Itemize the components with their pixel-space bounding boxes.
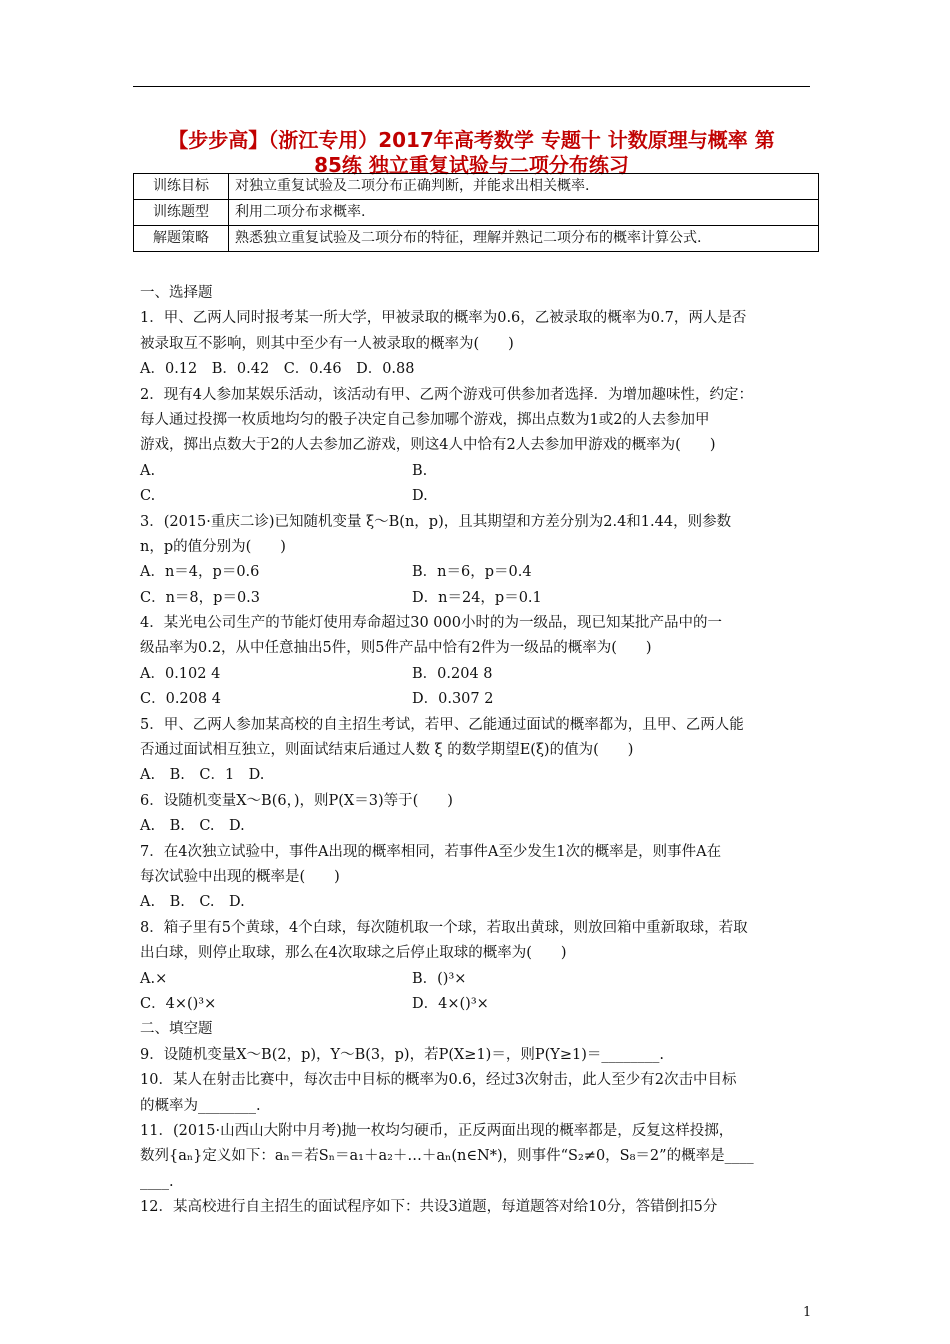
line-text: n，p的值分别为( ) <box>140 538 286 555</box>
page-number: 1 <box>803 1305 812 1320</box>
text-line <box>140 713 820 738</box>
line-text: 每次试验中出现的概率是( ) <box>140 868 340 885</box>
table-row <box>134 226 819 252</box>
line-text: 被录取互不影响，则其中至少有一人被录取的概率为( ) <box>140 335 514 352</box>
text-line <box>140 586 820 611</box>
text-line <box>140 1119 820 1144</box>
line-text: 3．(2015·重庆二诊)已知随机变量 ξ～B(n，p)，且其期望和方差分别为2.4和1.44，则参数 <box>140 513 732 530</box>
text-line <box>140 1144 820 1169</box>
table-value: 熟悉独立重复试验及二项分布的特征，理解并熟记二项分布的概率计算公式. <box>229 226 819 252</box>
line-text-col2: B. <box>412 462 428 479</box>
text-line <box>140 383 820 408</box>
table-key: 训练题型 <box>134 200 229 226</box>
text-line <box>140 306 820 331</box>
line-text: 游戏，掷出点数大于2的人去参加乙游戏，则这4人中恰有2人去参加甲游戏的概率为( ) <box>140 437 716 454</box>
title-line-1: 【步步高】（浙江专用）2017年高考数学 专题十 计数原理与概率 第 <box>168 128 775 152</box>
line-text: ____. <box>140 1173 174 1190</box>
text-line <box>140 433 820 458</box>
text-line <box>140 662 820 687</box>
text-line <box>140 789 820 814</box>
text-line <box>140 738 820 763</box>
text-line <box>140 687 820 712</box>
document-title <box>133 128 810 178</box>
text-line <box>140 941 820 966</box>
text-line <box>140 916 820 941</box>
line-text: A. B. C. D. <box>140 818 245 835</box>
training-info-table <box>133 173 819 252</box>
line-text: C．4×()³× <box>140 995 217 1012</box>
text-line <box>140 1170 820 1195</box>
text-line <box>140 560 820 585</box>
question-body <box>140 281 820 1220</box>
text-line <box>140 763 820 788</box>
line-text-col2: B．()³× <box>412 970 467 987</box>
line-text: 10．某人在射击比赛中，每次击中目标的概率为0.6，经过3次射击，此人至少有2次击中目标 <box>140 1072 737 1089</box>
line-text: A．0.102 4 <box>140 665 221 682</box>
line-text: 4．某光电公司生产的节能灯使用寿命超过30 000小时的为一级品，现已知某批产品中的一 <box>140 615 722 632</box>
line-text: A. <box>140 462 156 479</box>
line-text: A．n＝4，p＝0.6 <box>140 564 260 581</box>
line-text: A. B. C. D. <box>140 894 245 911</box>
table-key: 解题策略 <box>134 226 229 252</box>
line-text-col2: D．4×()³× <box>412 995 489 1012</box>
text-line <box>140 1195 820 1220</box>
line-text: C．n＝8，p＝0.3 <box>140 589 260 606</box>
line-text: 1．甲、乙两人同时报考某一所大学，甲被录取的概率为0.6，乙被录取的概率为0.7，两人是否 <box>140 310 747 327</box>
text-line <box>140 890 820 915</box>
line-text: 8．箱子里有5个黄球，4个白球，每次随机取一个球，若取出黄球，则放回箱中重新取球，若取 <box>140 919 748 936</box>
text-line <box>140 281 820 306</box>
text-line <box>140 992 820 1017</box>
text-line <box>140 510 820 535</box>
table-value: 利用二项分布求概率. <box>229 200 819 226</box>
line-text: 11．(2015·山西山大附中月考)抛一枚均匀硬币，正反两面出现的概率都是，反复这样投掷， <box>140 1122 734 1139</box>
table-row <box>134 200 819 226</box>
text-line <box>140 357 820 382</box>
line-text-col2: B．0.204 8 <box>412 665 493 682</box>
table-value: 对独立重复试验及二项分布正确判断，并能求出相关概率. <box>229 174 819 200</box>
line-text: A．0.12 B．0.42 C．0.46 D．0.88 <box>140 361 415 378</box>
text-line <box>140 408 820 433</box>
text-line <box>140 814 820 839</box>
line-text: 级品率为0.2，从中任意抽出5件，则5件产品中恰有2件为一级品的概率为( ) <box>140 640 652 657</box>
line-text: 数列{aₙ}定义如下：aₙ＝若Sₙ＝a₁＋a₂＋…＋aₙ(n∈N*)，则事件“S₂≠0，S₈＝2”的概率是____ <box>140 1148 754 1165</box>
text-line <box>140 1043 820 1068</box>
table-key: 训练目标 <box>134 174 229 200</box>
text-line <box>140 484 820 509</box>
text-line <box>140 967 820 992</box>
text-line <box>140 1068 820 1093</box>
text-line <box>140 459 820 484</box>
title-line-2: 85练 独立重复试验与二项分布练习 <box>314 153 629 177</box>
line-text: A.× <box>140 970 168 987</box>
line-text: 每人通过投掷一枚质地均匀的骰子决定自己参加哪个游戏，掷出点数为1或2的人去参加甲 <box>140 411 710 428</box>
line-text: 6．设随机变量X～B(6，)，则P(X＝3)等于( ) <box>140 792 453 809</box>
line-text-col2: D．0.307 2 <box>412 691 494 708</box>
line-text-col2: B．n＝6，p＝0.4 <box>412 564 532 581</box>
text-line <box>140 1094 820 1119</box>
line-text: 的概率为________. <box>140 1097 261 1114</box>
text-line <box>140 611 820 636</box>
text-line <box>140 840 820 865</box>
header-rule <box>133 86 810 87</box>
line-text: 否通过面试相互独立，则面试结束后通过人数 ξ 的数学期望E(ξ)的值为( ) <box>140 742 634 759</box>
line-text: 出白球，则停止取球，那么在4次取球之后停止取球的概率为( ) <box>140 945 567 962</box>
line-text: 二、填空题 <box>140 1021 213 1038</box>
line-text: 9．设随机变量X～B(2，p)，Y～B(3，p)，若P(X≥1)＝，则P(Y≥1)＝________. <box>140 1046 664 1063</box>
line-text-col2: D．n＝24，p＝0.1 <box>412 589 542 606</box>
line-text-col2: D. <box>412 488 428 505</box>
line-text: 一、选择题 <box>140 285 213 301</box>
line-text: A. B. C．1 D. <box>140 767 265 784</box>
text-line <box>140 865 820 890</box>
line-text: 5．甲、乙两人参加某高校的自主招生考试，若甲、乙能通过面试的概率都为，且甲、乙两人能 <box>140 716 744 733</box>
text-line <box>140 636 820 661</box>
line-text: 7．在4次独立试验中，事件A出现的概率相同，若事件A至少发生1次的概率是，则事件A在 <box>140 843 722 860</box>
text-line <box>140 535 820 560</box>
line-text: C. <box>140 488 156 505</box>
text-line <box>140 332 820 357</box>
text-line <box>140 1017 820 1042</box>
line-text: C．0.208 4 <box>140 691 221 708</box>
line-text: 2．现有4人参加某娱乐活动，该活动有甲、乙两个游戏可供参加者选择．为增加趣味性，约定： <box>140 386 753 403</box>
line-text: 12．某高校进行自主招生的面试程序如下：共设3道题，每道题答对给10分，答错倒扣5分 <box>140 1199 718 1216</box>
table-row <box>134 174 819 200</box>
